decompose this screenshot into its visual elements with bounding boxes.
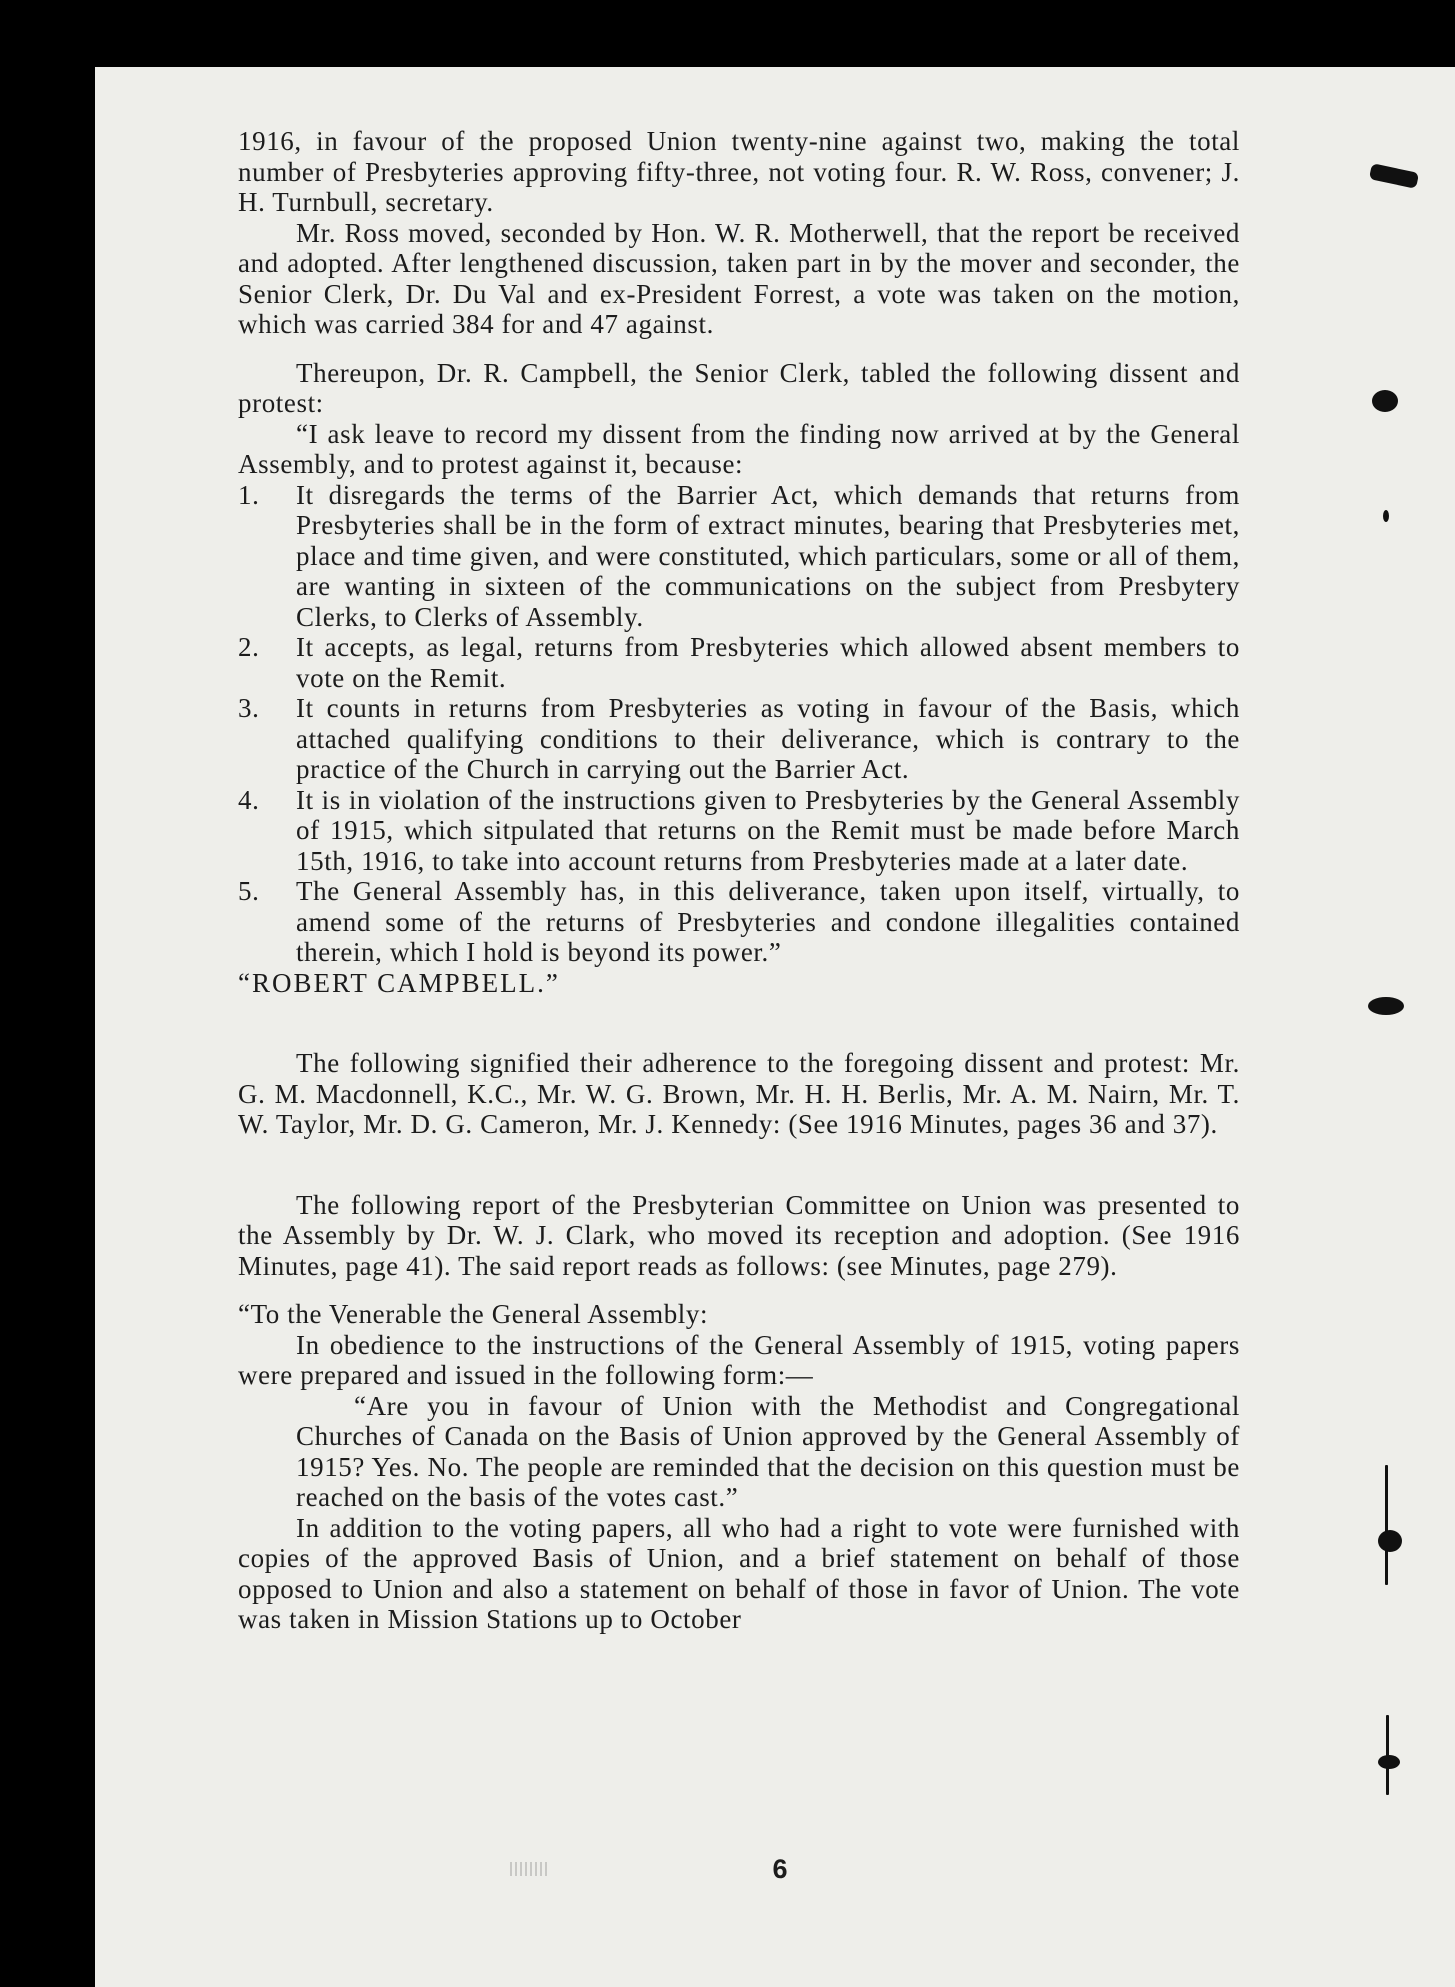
list-item — [238, 632, 1240, 693]
page-number: 6 — [772, 1854, 788, 1884]
list-number: 5. — [238, 876, 260, 906]
list-text: It accepts, as legal, returns from Presbyteries which allowed absent members to vote on the Remit. — [296, 632, 1240, 693]
margin-mark — [1386, 1715, 1389, 1795]
list-item — [238, 480, 1240, 633]
margin-mark — [1368, 997, 1404, 1015]
paragraph-6: The following report of the Presbyterian Committee on Union was presented to the Assembly by Dr. W. J. Clark, who moved its reception and adoption. (See 1916 Minutes, page 41). The said report reads as follows: (see Minutes, page 279). — [238, 1189, 1240, 1281]
list-text: The General Assembly has, in this deliverance, taken upon itself, virtually, to amend some of the returns of Presbyteries and condone illegalities contained therein, which I hold is beyond its power.” — [296, 876, 1240, 967]
list-number: 2. — [238, 632, 260, 662]
margin-mark — [1385, 1465, 1388, 1585]
paragraph-5: The following signified their adherence to the foregoing dissent and protest: Mr. G. M. Macdonnell, K.C., Mr. W. G. Brown, Mr. H. H. Berlis, Mr. A. M. Nairn, Mr. T. W. Taylor, Mr. D. G. Cameron, Mr. J. Kennedy: (See 1916 Minutes, pages 36 and 37). — [238, 1048, 1240, 1139]
paragraph-8: In obedience to the instructions of the General Assembly of 1915, voting papers were prepared and issued in the following form:— — [238, 1329, 1240, 1390]
list-item — [238, 693, 1240, 785]
list-number: 4. — [238, 784, 260, 815]
margin-mark — [1372, 390, 1398, 412]
paragraph-7: “To the Venerable the General Assembly: — [238, 1299, 709, 1329]
paragraph-10: In addition to the voting papers, all who had a right to vote were furnished with copies of the approved Basis of Union, and a brief statement on behalf of those opposed to Union and also a statement on behalf of those in favor of Union. The vote was taken in Mission Stations up to October — [238, 1512, 1240, 1634]
protest-list — [238, 480, 1240, 968]
list-item — [238, 785, 1240, 877]
paragraph-4: “I ask leave to record my dissent from the finding now arrived at by the General Assembly, and to protest against it, because: — [238, 418, 1240, 479]
paragraph-3: Thereupon, Dr. R. Campbell, the Senior Clerk, tabled the following dissent and protest: — [238, 357, 1240, 418]
list-text: It disregards the terms of the Barrier Act, which demands that returns from Presbyteries shall be in the form of extract minutes, bearing that Presbyteries met, place and time given, and were constituted, which particulars, some or all of them, are wanting in sixteen of the communications on the subject from Presbytery Clerks, to Clerks of Assembly. — [296, 479, 1240, 632]
margin-mark — [1378, 1530, 1402, 1552]
paragraph-9: “Are you in favour of Union with the Methodist and Congregational Churches of Canada on the Basis of Union approved by the General Assembly of 1915? Yes. No. The people are reminded that the decision on this question must be reached on the basis of the votes cast.” — [296, 1390, 1240, 1512]
list-number: 3. — [238, 693, 260, 723]
paragraph-2: Mr. Ross moved, seconded by Hon. W. R. Motherwell, that the report be received and adopted. After lengthened discussion, taken part in by the mover and seconder, the Senior Clerk, Dr. Du Val and ex-President Forrest, a vote was taken on the motion, which was carried 384 for and 47 against. — [238, 217, 1240, 339]
signature: “ROBERT CAMPBELL.” — [238, 967, 560, 998]
body-text — [238, 126, 1240, 1635]
margin-mark — [1378, 1755, 1400, 1769]
list-text: It counts in returns from Presbyteries as voting in favour of the Basis, which attached qualifying conditions to their deliverance, which is contrary to the practice of the Church in carrying out the Barrier Act. — [296, 693, 1240, 784]
list-number: 1. — [238, 479, 260, 510]
list-item — [238, 876, 1240, 968]
paragraph-1: 1916, in favour of the proposed Union twenty-nine against two, making the total number of Presbyteries approving fifty-three, not voting four. R. W. Ross, convener; J. H. Turnbull, secretary. — [238, 126, 1240, 217]
list-text: It is in violation of the instructions given to Presbyteries by the General Assembly of 1915, which sitpulated that returns on the Remit must be made before March 15th, 1916, to take into account returns from Presbyteries made at a later date. — [296, 784, 1240, 876]
margin-mark — [1383, 510, 1389, 522]
